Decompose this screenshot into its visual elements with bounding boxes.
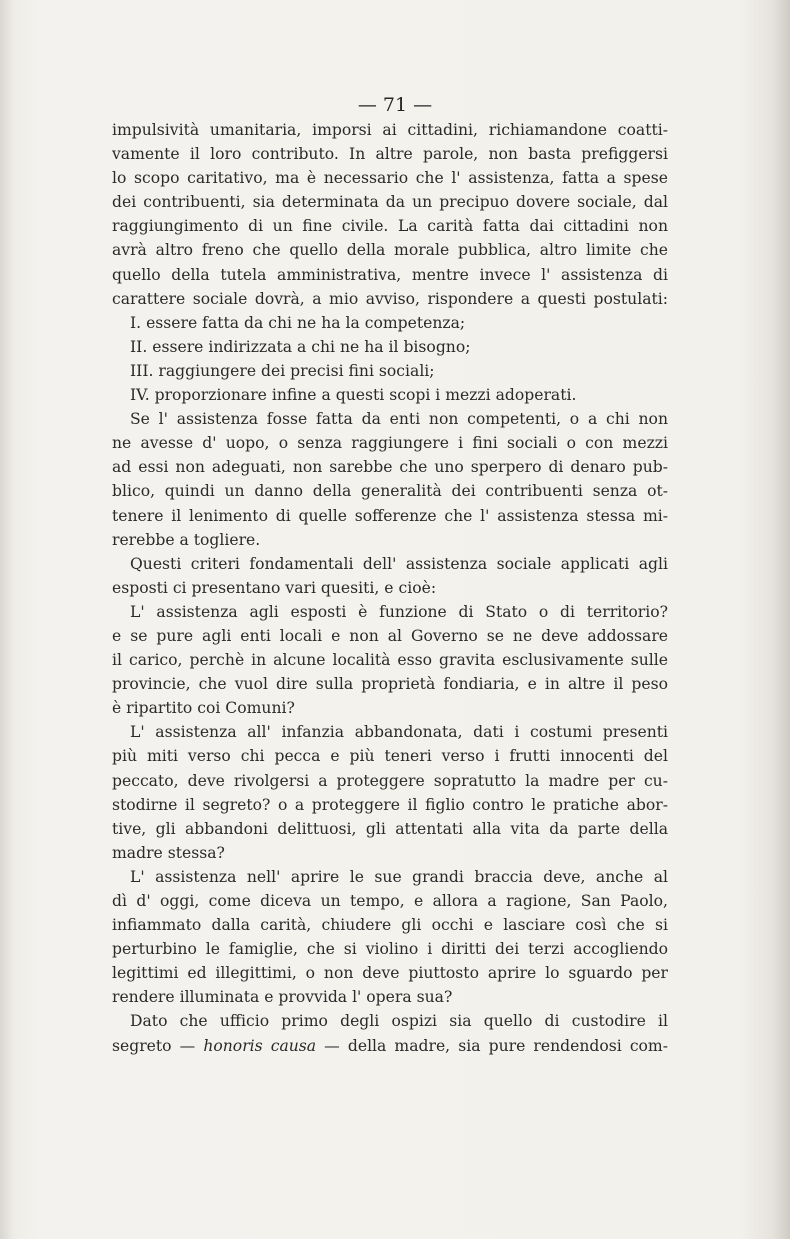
text-line: legittimi ed illegittimi, o non deve piuttosto aprire lo sguardo per bbox=[112, 964, 668, 983]
text-line: raggiungimento di un fine civile. La carità fatta dai cittadini non bbox=[112, 217, 668, 236]
text-line: provincie, che vuol dire sulla proprietà fondiaria, e in altre il peso bbox=[112, 675, 668, 694]
text-segment: — della madre, sia pure rendendosi com- bbox=[316, 1036, 668, 1055]
list-item: III. raggiungere dei precisi fini sociali; bbox=[130, 361, 435, 380]
text-line: L' assistenza all' infanzia abbandonata, dati i costumi presenti bbox=[130, 723, 668, 742]
text-line: dì d' oggi, come diceva un tempo, e allora a ragione, San Paolo, bbox=[112, 892, 668, 910]
text-line-with-italic bbox=[112, 1034, 668, 1058]
list-item: I. essere fatta da chi ne ha la competenza; bbox=[130, 313, 466, 332]
text-line: esposti ci presentano vari quesiti, e cioè: bbox=[112, 578, 437, 597]
list-item: II. essere indirizzata a chi ne ha il bisogno; bbox=[130, 337, 471, 356]
text-line: blico, quindi un danno della generalità dei contribuenti senza ot- bbox=[112, 482, 668, 501]
italic-phrase: honoris causa bbox=[203, 1036, 317, 1055]
page-number: — 71 — bbox=[357, 94, 433, 116]
text-line: ne avesse d' uopo, o senza raggiungere i fini sociali o con mezzi bbox=[112, 434, 668, 453]
text-line: tive, gli abbandoni delittuosi, gli attentati alla vita da parte della bbox=[112, 819, 668, 838]
text-line: quello della tutela amministrativa, mentre invece l' assistenza di bbox=[112, 265, 668, 284]
text-line: e se pure agli enti locali e non al Governo se ne deve addossare bbox=[112, 626, 668, 645]
text-line: il carico, perchè in alcune località esso gravita esclusivamente sulle bbox=[112, 651, 668, 670]
text-line: lo scopo caritativo, ma è necessario che l' assistenza, fatta a spese bbox=[112, 169, 668, 188]
text-line: più miti verso chi pecca e più teneri verso i frutti innocenti del bbox=[112, 747, 668, 766]
text-line: Dato che ufficio primo degli ospizi sia quello di custodire il bbox=[130, 1012, 668, 1031]
text-line: peccato, deve rivolgersi a proteggere sopratutto la madre per cu- bbox=[112, 771, 668, 790]
text-line: avrà altro freno che quello della morale pubblica, altro limite che bbox=[112, 241, 668, 260]
text-line: dei contribuenti, sia determinata da un precipuo dovere sociale, dal bbox=[112, 193, 668, 212]
text-line: stodirne il segreto? o a proteggere il figlio contro le pratiche abor- bbox=[112, 795, 668, 814]
text-line: vamente il loro contributo. In altre parole, non basta prefiggersi bbox=[112, 145, 668, 164]
text-line: infiammato dalla carità, chiudere gli occhi e lasciare così che si bbox=[112, 916, 668, 935]
text-line: Questi criteri fondamentali dell' assistenza sociale applicati agli bbox=[130, 554, 668, 573]
text-line: ad essi non adeguati, non sarebbe che uno sperpero di denaro pub- bbox=[112, 458, 668, 477]
text-line: è ripartito coi Comuni? bbox=[112, 699, 295, 718]
text-line: madre stessa? bbox=[112, 843, 225, 862]
text-line: perturbino le famiglie, che si violino i diritti dei terzi accogliendo bbox=[112, 940, 668, 959]
text-line: carattere sociale dovrà, a mio avviso, rispondere a questi postulati: bbox=[112, 289, 668, 308]
body-text bbox=[112, 118, 668, 1058]
list-item: IV. proporzionare infine a questi scopi i mezzi adoperati. bbox=[130, 386, 577, 405]
text-segment: segreto — bbox=[112, 1036, 204, 1055]
text-line: L' assistenza agli esposti è funzione di Stato o di territorio? bbox=[130, 602, 668, 621]
text-line: Se l' assistenza fosse fatta da enti non competenti, o a chi non bbox=[130, 410, 668, 429]
text-line: impulsività umanitaria, imporsi ai cittadini, richiamandone coatti- bbox=[112, 121, 668, 139]
text-line: tenere il lenimento di quelle sofferenze che l' assistenza stessa mi- bbox=[112, 506, 668, 525]
text-line: rerebbe a togliere. bbox=[112, 530, 261, 549]
text-line: rendere illuminata e provvida l' opera sua? bbox=[112, 988, 453, 1007]
text-line: L' assistenza nell' aprire le sue grandi braccia deve, anche al bbox=[130, 867, 668, 886]
